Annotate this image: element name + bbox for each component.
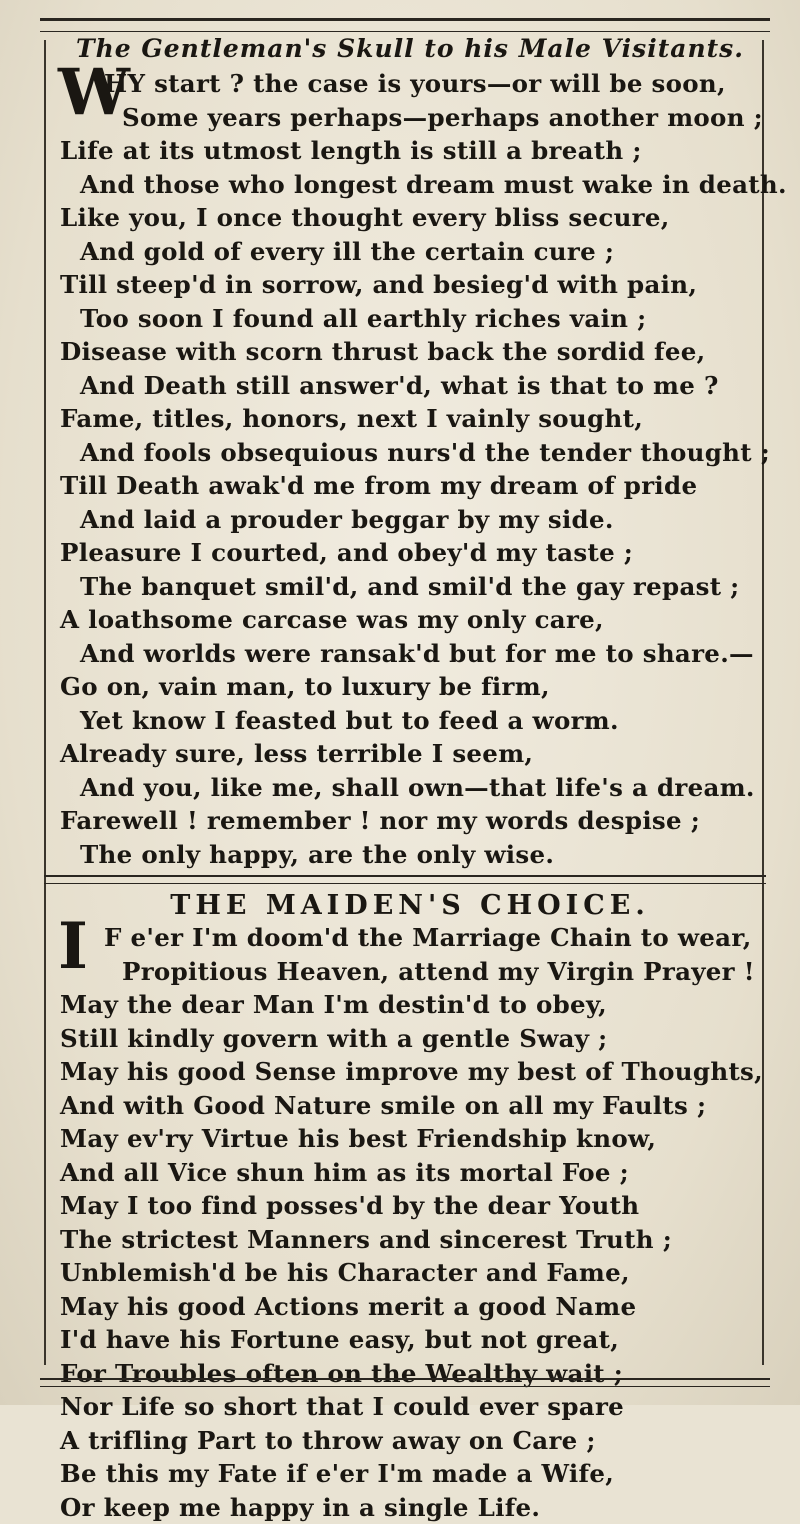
poem1-line-text: Life at its utmost length is still a breath ;	[60, 136, 642, 165]
poem1-line-text: And fools obsequious nurs'd the tender thought ;	[80, 438, 770, 467]
poem2-line	[60, 1390, 760, 1424]
poem1-line	[60, 737, 760, 771]
poem1-line-text: A loathsome carcase was my only care,	[60, 605, 604, 634]
poem1-line	[60, 503, 760, 537]
poem1-line	[60, 201, 760, 235]
poem2-line-text: And all Vice shun him as its mortal Foe ;	[60, 1158, 629, 1187]
poem2-line	[60, 1156, 760, 1190]
poem1-line	[60, 637, 760, 671]
poem2-line	[60, 1055, 760, 1089]
poem1-line-text: The only happy, are the only wise.	[80, 840, 554, 869]
poem1-line	[60, 469, 760, 503]
poem2-line-text: May the dear Man I'm destin'd to obey,	[60, 990, 607, 1019]
poem1-line-text: Pleasure I courted, and obey'd my taste ;	[60, 538, 633, 567]
poem1-line-text: The banquet smil'd, and smil'd the gay repast ;	[80, 572, 740, 601]
poem1-body	[60, 67, 760, 871]
poem1-line-text: And those who longest dream must wake in death.	[80, 170, 787, 199]
bottom-rule	[40, 1378, 770, 1387]
poem1-line-text: And Death still answer'd, what is that to me ?	[80, 371, 719, 400]
poem2-line-text: For Troubles often on the Wealthy wait ;	[60, 1359, 623, 1388]
right-column-border	[762, 40, 764, 1365]
poem2-line	[60, 1022, 760, 1056]
poem1-line	[60, 67, 760, 101]
poem2-line-text: Still kindly govern with a gentle Sway ;	[60, 1024, 608, 1053]
poem2-title: THE MAIDEN'S CHOICE.	[60, 890, 760, 921]
poem2-line-text: I'd have his Fortune easy, but not great,	[60, 1325, 619, 1354]
poem2-line-text: May his good Sense improve my best of Thoughts,	[60, 1057, 763, 1086]
poem2-line	[60, 1290, 760, 1324]
poem2-line-text: Unblemish'd be his Character and Fame,	[60, 1258, 630, 1287]
poem2-line-text: F e'er I'm doom'd the Marriage Chain to wear,	[104, 923, 752, 952]
poem1-line-text: Till Death awak'd me from my dream of pride	[60, 471, 697, 500]
poem2-line	[60, 1089, 760, 1123]
poem2-line-text: The strictest Manners and sincerest Truth ;	[60, 1225, 672, 1254]
poem1-line	[60, 268, 760, 302]
poem1-line	[60, 235, 760, 269]
poem1-line-text: Go on, vain man, to luxury be firm,	[60, 672, 550, 701]
poem1-line-text: Farewell ! remember ! nor my words despise ;	[60, 806, 700, 835]
poem1-line-text: Too soon I found all earthly riches vain ;	[80, 304, 646, 333]
poem1-line	[60, 402, 760, 436]
poem2-line-text: Nor Life so short that I could ever spare	[60, 1392, 624, 1421]
poem1-line	[60, 704, 760, 738]
poem2-dropcap: I	[58, 917, 88, 977]
poem2-line-text: And with Good Nature smile on all my Faults ;	[60, 1091, 706, 1120]
poem1-line-text: Fame, titles, honors, next I vainly sought,	[60, 404, 643, 433]
poem2-line	[60, 955, 760, 989]
poem1-line-text: And gold of every ill the certain cure ;	[80, 237, 614, 266]
poem2-line	[60, 1491, 760, 1524]
poem2-line	[60, 1189, 760, 1223]
poem1-line-text: Like you, I once thought every bliss secure,	[60, 203, 670, 232]
poem1-line-text: Some years perhaps—perhaps another moon ;	[122, 103, 763, 132]
poem2-line	[60, 1122, 760, 1156]
left-column-border	[44, 40, 46, 1365]
poem1-line-text: Already sure, less terrible I seem,	[60, 739, 533, 768]
poem2-line-text: Or keep me happy in a single Life.	[60, 1493, 540, 1522]
text-column	[60, 34, 760, 1524]
poem1-line-text: Yet know I feasted but to feed a worm.	[80, 706, 619, 735]
poem1-line	[60, 168, 760, 202]
poem1-line-text: And worlds were ransak'd but for me to share.—	[80, 639, 754, 668]
poem1-line-text: And you, like me, shall own—that life's a dream.	[80, 773, 755, 802]
poem1-line	[60, 536, 760, 570]
poem1-line	[60, 302, 760, 336]
poem1-line	[60, 838, 760, 872]
poem1-line-text: Disease with scorn thrust back the sordid fee,	[60, 337, 705, 366]
poem1-line	[60, 603, 760, 637]
poem1-line	[60, 134, 760, 168]
poem2-line	[60, 1424, 760, 1458]
poem2-body	[60, 921, 760, 1524]
poem1-dropcap: W	[58, 63, 130, 123]
poem2-line-text: A trifling Part to throw away on Care ;	[60, 1426, 596, 1455]
section-divider	[44, 875, 766, 884]
poem2-line	[60, 1256, 760, 1290]
poem1-line-text: And laid a prouder beggar by my side.	[80, 505, 614, 534]
poem2-line	[60, 1457, 760, 1491]
poem1-line	[60, 804, 760, 838]
poem2-line-text: May I too find posses'd by the dear Youth	[60, 1191, 639, 1220]
poem1-line	[60, 570, 760, 604]
poem1-line	[60, 369, 760, 403]
poem1-line	[60, 670, 760, 704]
poem1-line-text: HY start ? the case is yours—or will be soon,	[104, 69, 726, 98]
poem1-line	[60, 436, 760, 470]
poem2-line	[60, 1323, 760, 1357]
poem1-line-text: Till steep'd in sorrow, and besieg'd with pain,	[60, 270, 697, 299]
top-rule	[40, 18, 770, 32]
poem1-title: The Gentleman's Skull to his Male Visitants.	[60, 34, 760, 63]
poem2-line	[60, 1223, 760, 1257]
poem2-line-text: May his good Actions merit a good Name	[60, 1292, 636, 1321]
poem2-line-text: May ev'ry Virtue his best Friendship know,	[60, 1124, 656, 1153]
poem1-line	[60, 335, 760, 369]
poem2-line	[60, 921, 760, 955]
poem2-line-text: Be this my Fate if e'er I'm made a Wife,	[60, 1459, 614, 1488]
poem2-line	[60, 988, 760, 1022]
poem2-line-text: Propitious Heaven, attend my Virgin Prayer !	[122, 957, 755, 986]
poem1-line	[60, 101, 760, 135]
poem1-line	[60, 771, 760, 805]
